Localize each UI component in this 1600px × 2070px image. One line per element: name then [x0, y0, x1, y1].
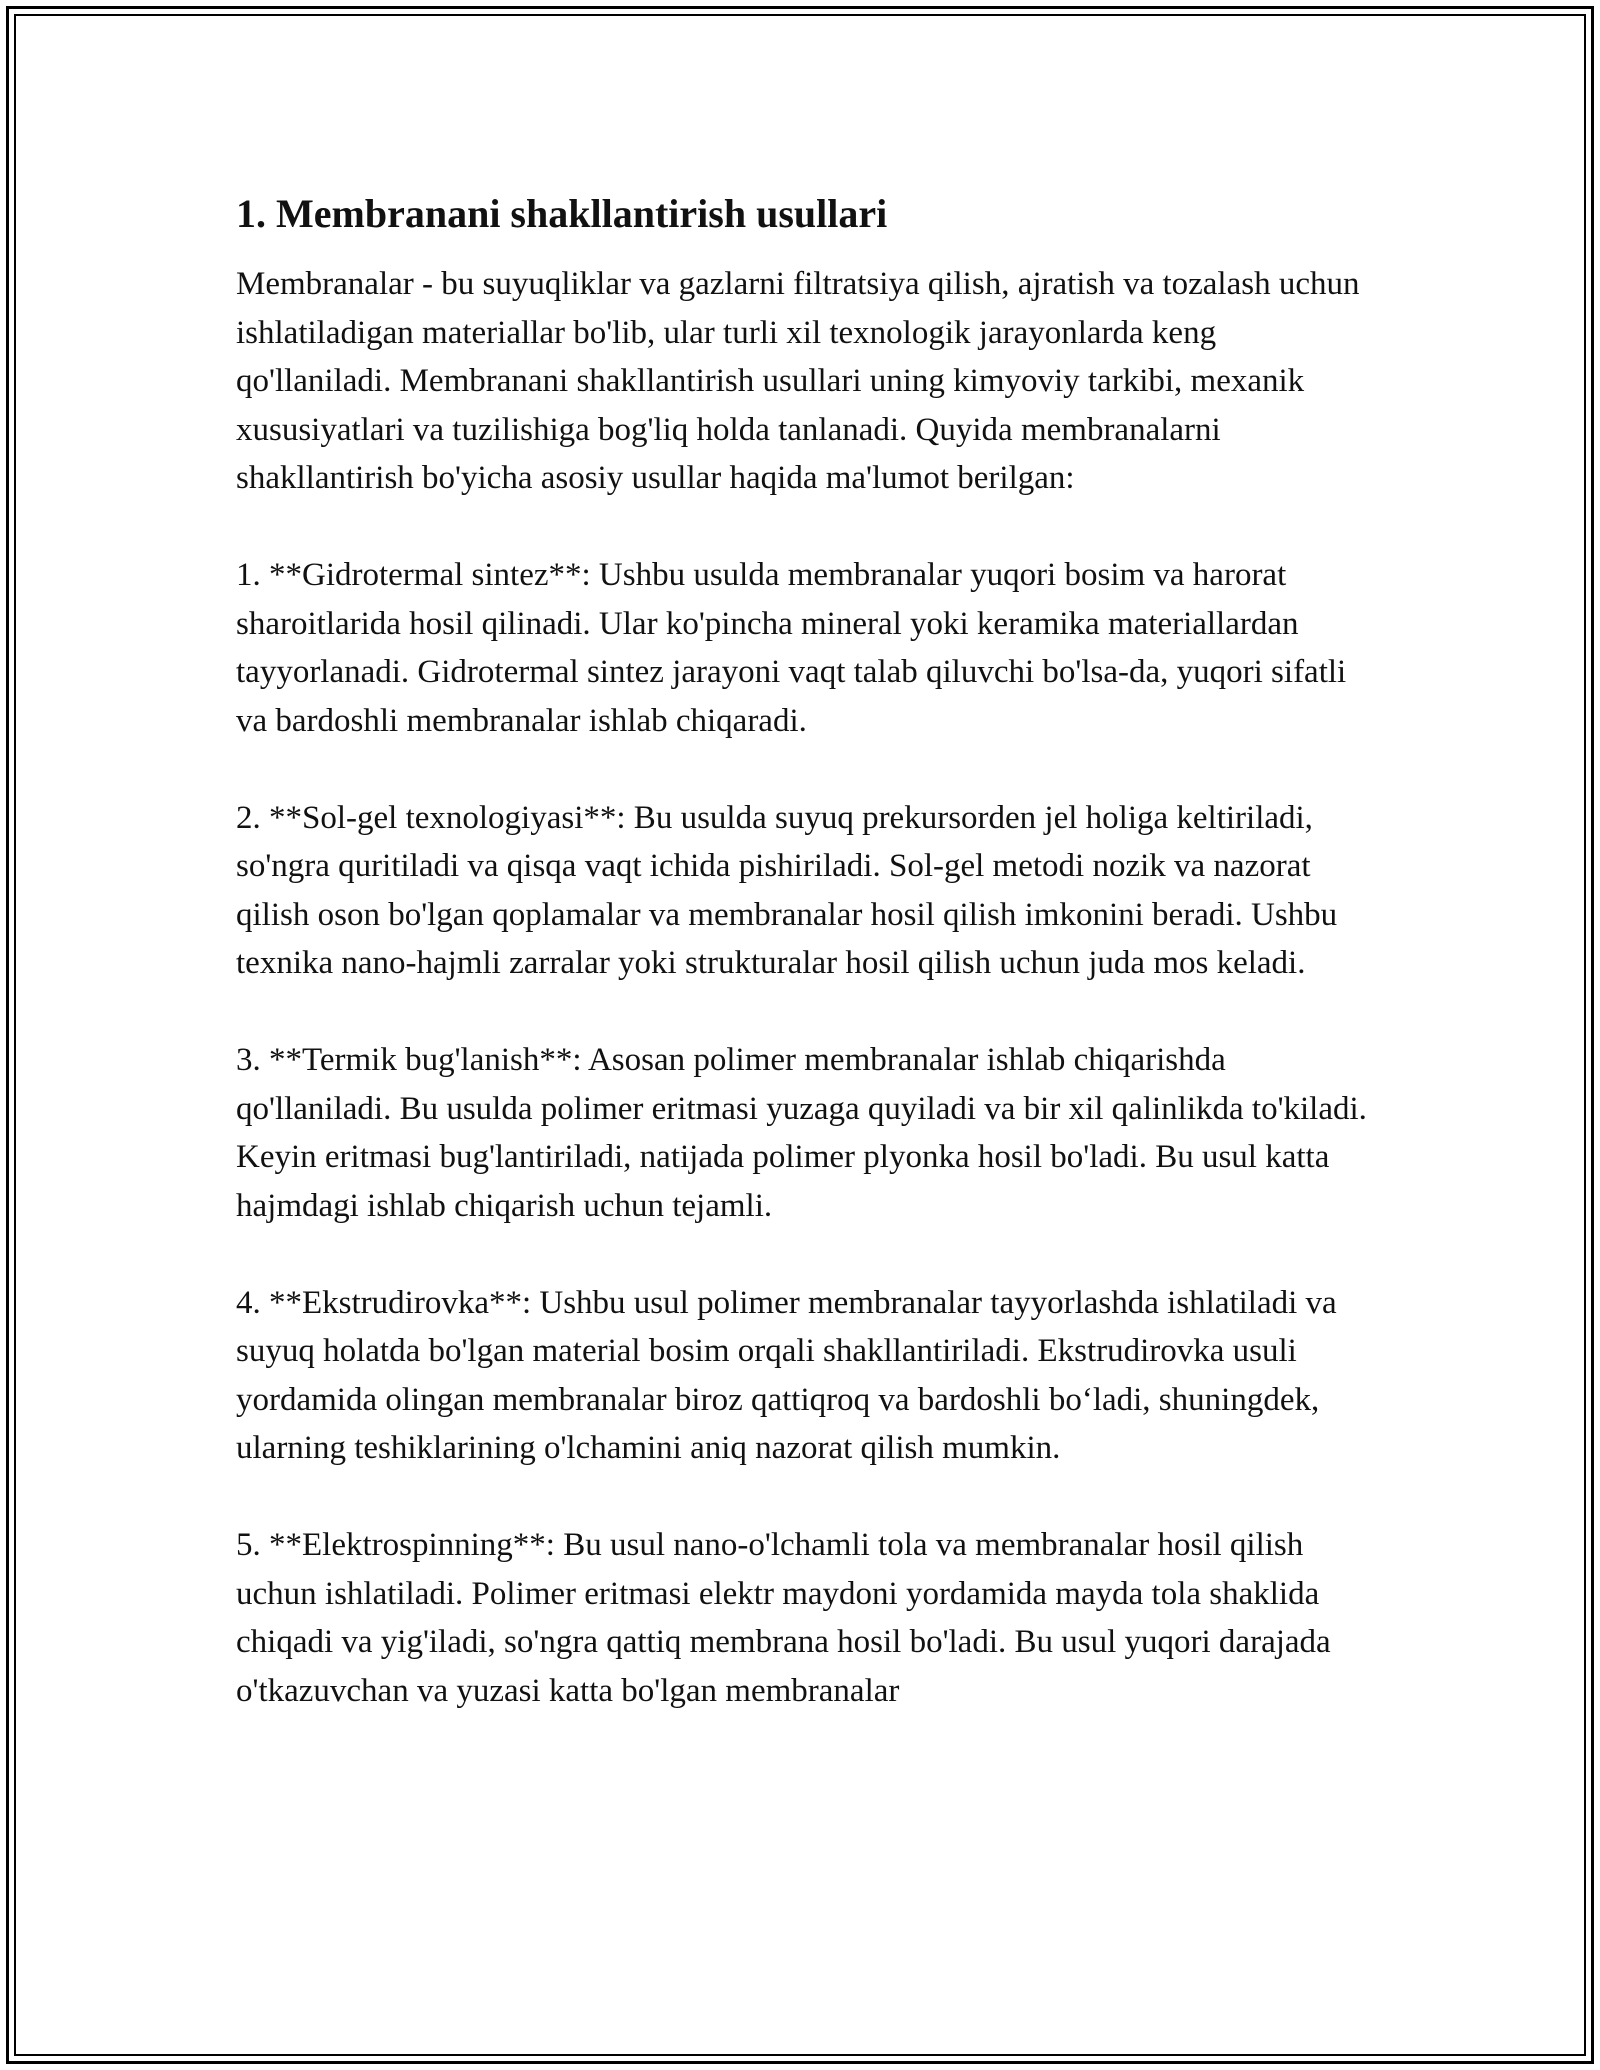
method-extrusion-paragraph: 4. **Ekstrudirovka**: Ushbu usul polimer membranalar tayyorlashda ishlatiladi va suyuq holatda bo'lgan material bosim orqali shakllantiriladi. Ekstrudirovka usuli yordamida olingan membranalar biroz qattiqroq va bardoshli bo‘ladi, shuningdek, ularning teshiklarining o'lchamini aniq nazorat qilish mumkin.	[236, 1284, 1337, 1466]
method-thermal-evaporation-paragraph: 3. **Termik bug'lanish**: Asosan polimer membranalar ishlab chiqarishda qo'llaniladi. Bu usulda polimer eritmasi yuzaga quyiladi va bir xil qalinlikda to'kiladi. Keyin eritmasi bug'lantiriladi, natijada polimer plyonka hosil bo'ladi. Bu usul katta hajmdagi ishlab chiqarish uchun tejamli.	[236, 1042, 1367, 1224]
intro-paragraph: Membranalar - bu suyuqliklar va gazlarni filtratsiya qilish, ajratish va tozalash uchun ishlatiladigan materiallar bo'lib, ular turli xil texnologik jarayonlarda keng qo'llaniladi. Membranani shakllantirish usullari uning kimyoviy tarkibi, mexanik xususiyatlari va tuzilishiga bog'liq holda tanlanadi. Quyida membranalarni shakllantirish bo'yicha asosiy usullar haqida ma'lumot berilgan:	[236, 266, 1360, 496]
method-hydrothermal-paragraph: 1. **Gidrotermal sintez**: Ushbu usulda membranalar yuqori bosim va harorat sharoitlarida hosil qilinadi. Ular ko'pincha mineral yoki keramika materiallardan tayyorlanadi. Gidrotermal sintez jarayoni vaqt talab qiluvchi bo'lsa-da, yuqori sifatli va bardoshli membranalar ishlab chiqaradi.	[236, 557, 1347, 739]
method-electrospinning-paragraph: 5. **Elektrospinning**: Bu usul nano-o'lchamli tola va membranalar hosil qilish uchun ishlatiladi. Polimer eritmasi elektr maydoni yordamida mayda tola shaklida chiqadi va yig'iladi, so'ngra qattiq membrana hosil bo'ladi. Bu usul yuqori darajada o'tkazuvchan va yuzasi katta bo'lgan membranalar	[236, 1527, 1331, 1709]
document-body	[236, 190, 1371, 1764]
page-title: 1. Membranani shakllantirish usullari	[236, 191, 888, 236]
method-sol-gel-paragraph: 2. **Sol-gel texnologiyasi**: Bu usulda suyuq prekursorden jel holiga keltiriladi, so'ngra quritiladi va qisqa vaqt ichida pishiriladi. Sol-gel metodi nozik va nazorat qilish oson bo'lgan qoplamalar va membranalar hosil qilish imkonini beradi. Ushbu texnika nano-hajmli zarralar yoki strukturalar hosil qilish uchun juda mos keladi.	[236, 799, 1338, 981]
